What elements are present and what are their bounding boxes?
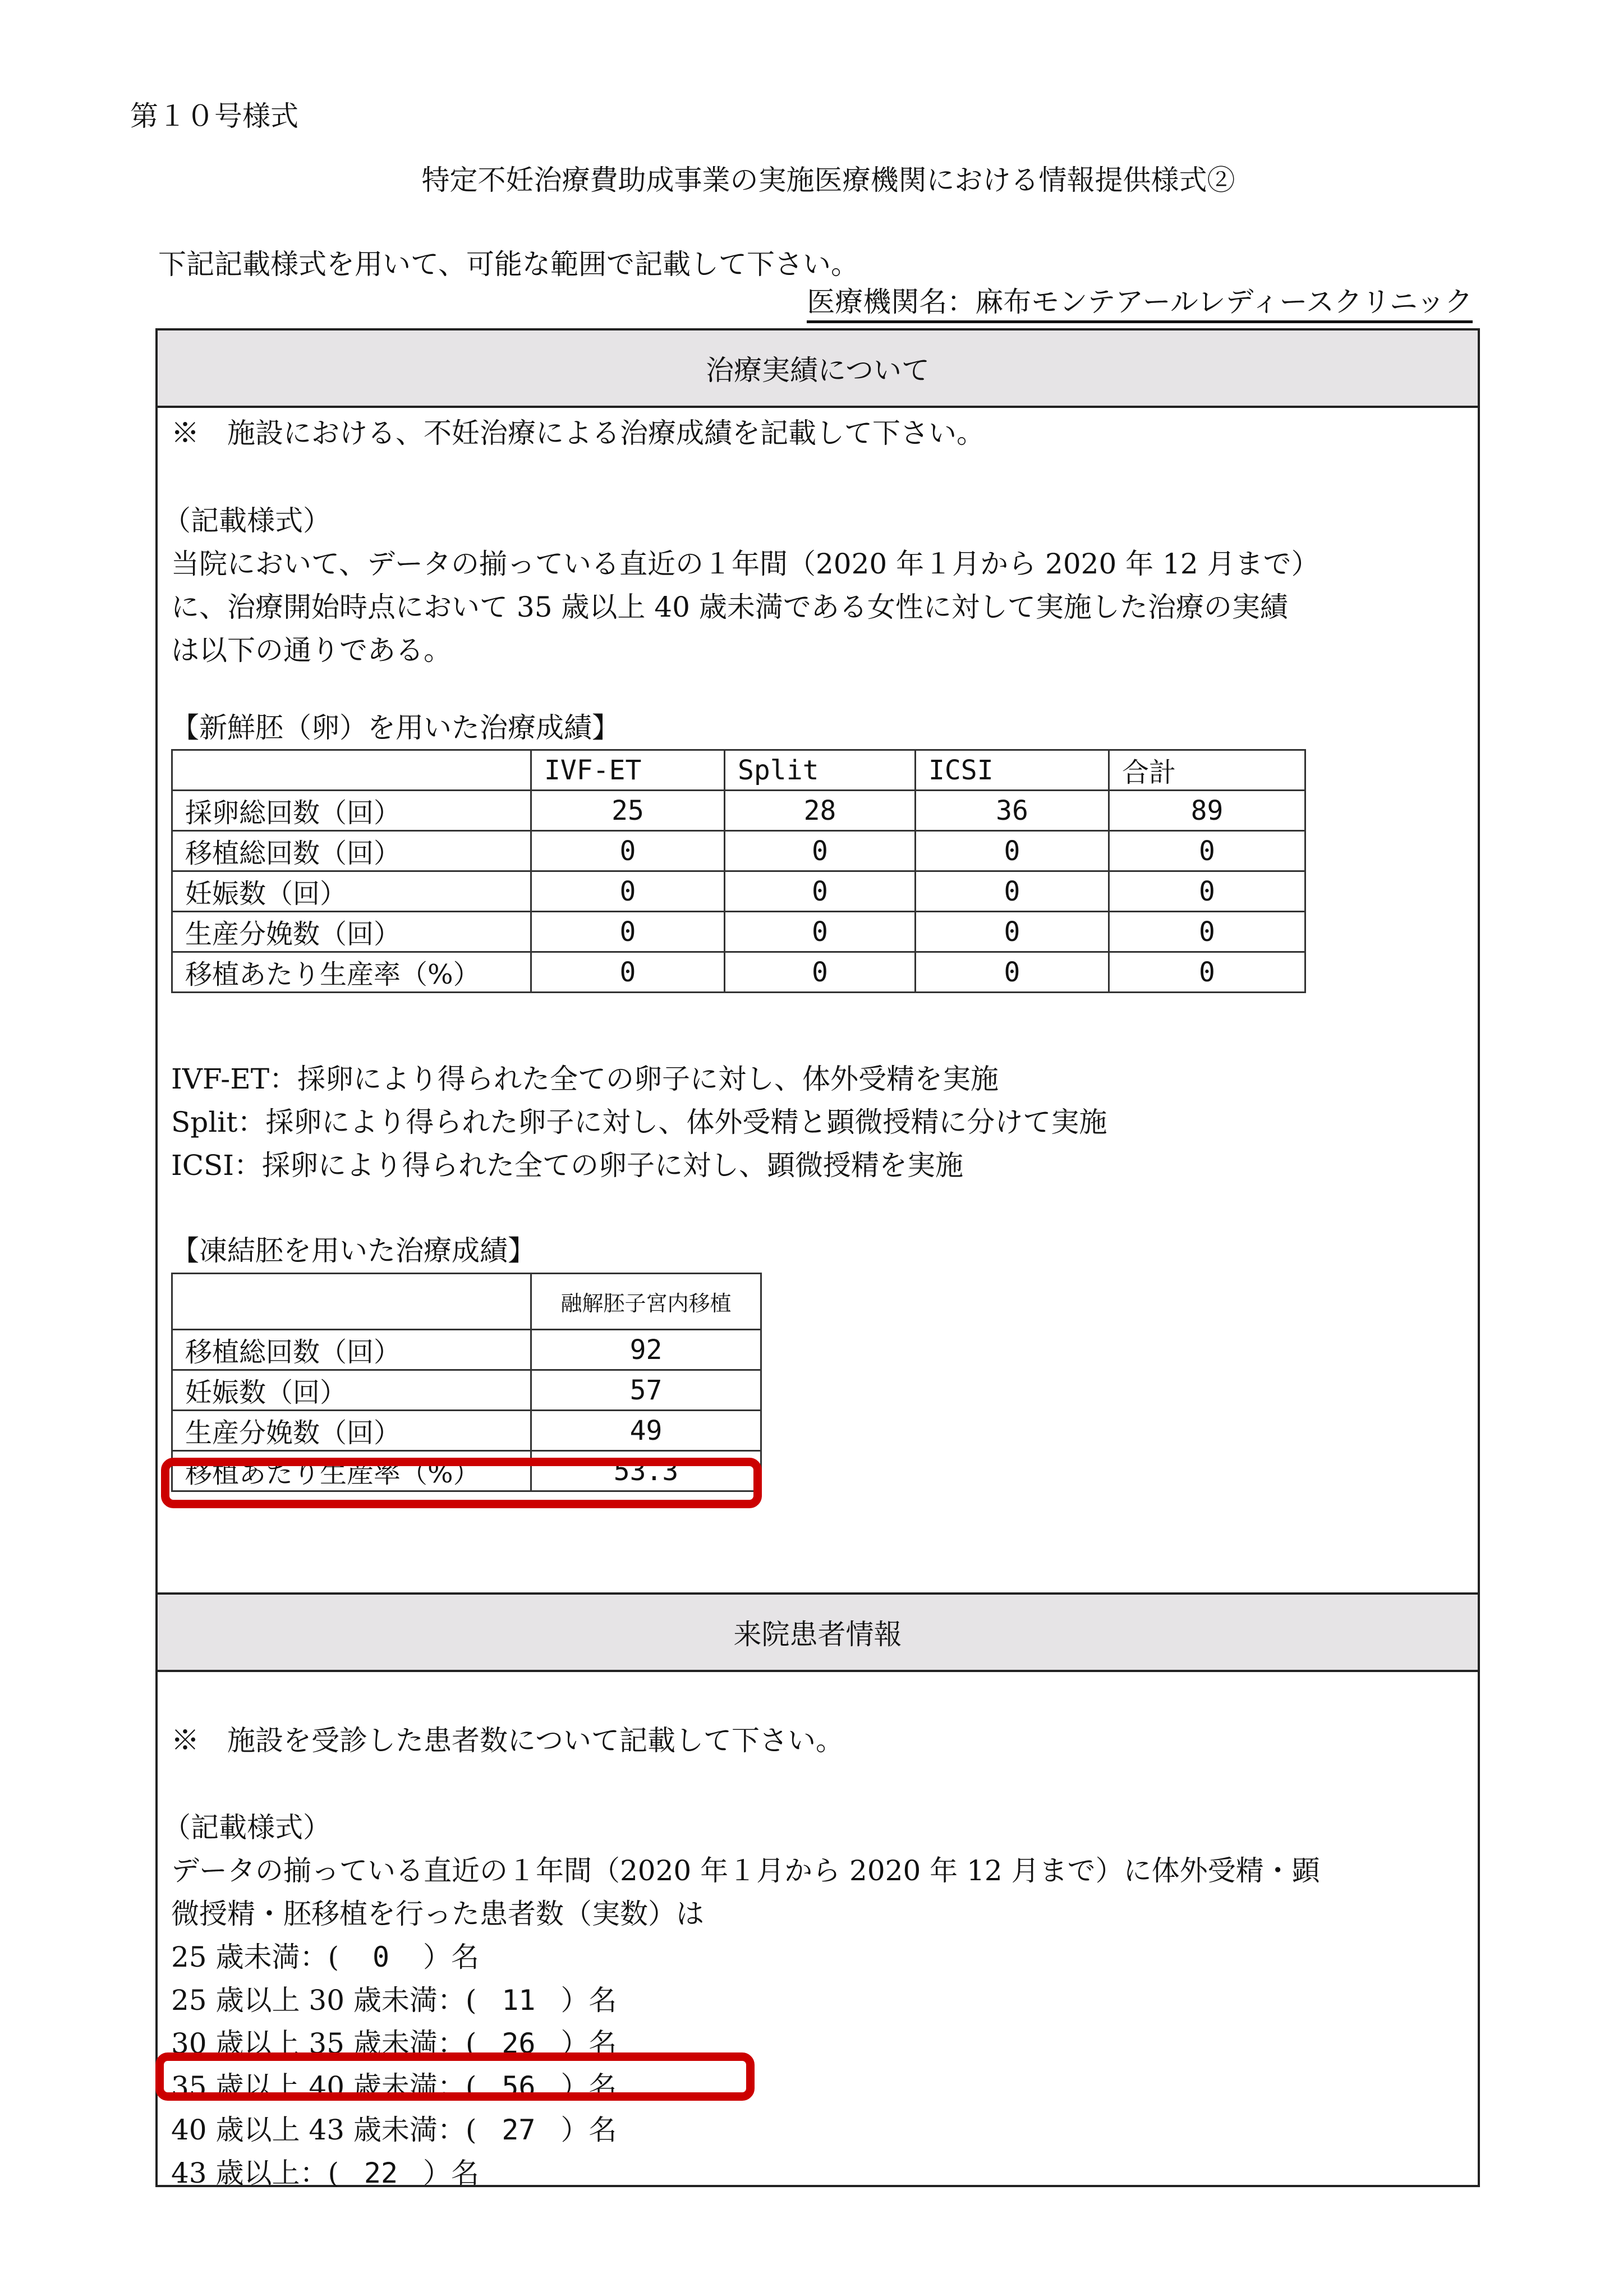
table-cell: 53.3 [531, 1451, 761, 1491]
age-group-count: 26 [502, 2027, 536, 2060]
age-group-row [171, 1978, 617, 2022]
table-header-cell: IVF-ET [531, 750, 725, 791]
age-group-count: 56 [502, 2070, 536, 2103]
section2-format-label: （記載様式） [163, 1811, 331, 1844]
age-group-row [171, 2151, 479, 2195]
section1-description-line-2: に、治療開始時点において 35 歳以上 40 歳未満である女性に対して実施した治療の実績 [171, 591, 1288, 623]
table-cell: 57 [531, 1370, 761, 1411]
age-group-label: 25 歳以上 30 歳未満：( [171, 1984, 477, 2017]
row-label: 生産分娩数（回） [172, 1411, 531, 1451]
age-group-suffix: ）名 [560, 2070, 617, 2103]
table-row [172, 1411, 761, 1451]
age-group-row [171, 2022, 617, 2065]
section-heading: 治療実績について [706, 354, 930, 387]
table-header-cell [172, 750, 531, 791]
table-header-cell: 合計 [1109, 750, 1305, 791]
table-row [172, 912, 1305, 952]
age-group-suffix: ）名 [423, 2157, 480, 2189]
table-cell: 0 [531, 831, 725, 871]
table-cell: 0 [1109, 912, 1305, 952]
table-header-cell: Split [725, 750, 916, 791]
table-row [172, 952, 1305, 993]
age-group-row [171, 2065, 617, 2109]
table-header-cell [172, 1274, 531, 1330]
frozen-table-caption: 【凍結胚を用いた治療成績】 [171, 1234, 536, 1267]
age-group-label: 30 歳以上 35 歳未満：( [171, 2027, 477, 2060]
row-label: 生産分娩数（回） [172, 912, 531, 952]
section1-note: ※ 施設における、不妊治療による治療成績を記載して下さい。 [171, 417, 985, 449]
age-group-count: 22 [364, 2157, 398, 2189]
row-label: 移植あたり生産率（%） [172, 952, 531, 993]
section1-format-label: （記載様式） [163, 504, 331, 537]
table-cell: 25 [531, 791, 725, 831]
table-row [172, 1370, 761, 1411]
frozen-embryo-results-table [171, 1273, 762, 1492]
table-cell: 28 [725, 791, 916, 831]
table-cell: 0 [916, 952, 1109, 993]
table-header-cell: 融解胚子宮内移植 [531, 1274, 761, 1330]
table-cell: 0 [725, 952, 916, 993]
table-cell: 89 [1109, 791, 1305, 831]
document-title: 特定不妊治療費助成事業の実施医療機関における情報提供様式② [421, 164, 1235, 196]
table-cell: 92 [531, 1330, 761, 1370]
row-label: 移植総回数（回） [172, 831, 531, 871]
clinic-name: 医療機関名：麻布モンテアールレディースクリニック [807, 283, 1473, 323]
section-heading: 来院患者情報 [733, 1618, 902, 1651]
row-label: 移植総回数（回） [172, 1330, 531, 1370]
row-label: 移植あたり生産率（%） [172, 1451, 531, 1491]
section-header-treatment-results [155, 328, 1480, 408]
age-group-count: 0 [372, 1941, 390, 1973]
table-cell: 0 [1109, 831, 1305, 871]
age-group-row [171, 1935, 479, 1979]
age-group-suffix: ）名 [560, 2027, 617, 2060]
age-group-row [171, 2108, 617, 2152]
table-cell: 0 [725, 871, 916, 912]
intro-text: 下記記載様式を用いて、可能な範囲で記載して下さい。 [158, 248, 859, 281]
table-row [172, 791, 1305, 831]
age-group-suffix: ）名 [560, 1984, 617, 2017]
table-cell: 0 [1109, 952, 1305, 993]
row-label: 妊娠数（回） [172, 871, 531, 912]
definition-ivf-et: IVF-ET：採卵により得られた全ての卵子に対し、体外受精を実施 [171, 1063, 999, 1095]
table-cell: 36 [916, 791, 1109, 831]
table-cell: 0 [531, 912, 725, 952]
table-header-cell: ICSI [916, 750, 1109, 791]
section2-description-line-2: 微授精・胚移植を行った患者数（実数）は [171, 1898, 704, 1930]
table-cell: 0 [531, 952, 725, 993]
table-cell: 0 [916, 912, 1109, 952]
table-row [172, 831, 1305, 871]
age-group-label: 35 歳以上 40 歳未満：( [171, 2070, 477, 2103]
table-cell: 0 [725, 912, 916, 952]
age-group-label: 25 歳未満：( [171, 1941, 339, 1973]
fresh-table-caption: 【新鮮胚（卵）を用いた治療成績】 [171, 711, 620, 744]
fresh-embryo-results-table [171, 749, 1306, 993]
age-group-label: 43 歳以上：( [171, 2157, 339, 2189]
table-header-row [172, 1274, 761, 1330]
table-row [172, 1451, 761, 1491]
table-cell: 0 [1109, 871, 1305, 912]
table-cell: 49 [531, 1411, 761, 1451]
definition-icsi: ICSI：採卵により得られた全ての卵子に対し、顕微授精を実施 [171, 1149, 964, 1182]
table-row [172, 871, 1305, 912]
section1-description-line-1: 当院において、データの揃っている直近の１年間（2020 年１月から 2020 年 12 月まで） [171, 548, 1319, 580]
form-number: 第１０号様式 [130, 100, 298, 132]
row-label: 妊娠数（回） [172, 1370, 531, 1411]
table-cell: 0 [916, 831, 1109, 871]
section2-description-line-1: データの揃っている直近の１年間（2020 年１月から 2020 年 12 月まで）に体外受精・顕 [171, 1854, 1320, 1887]
section1-description-line-3: は以下の通りである。 [171, 634, 452, 667]
definition-split: Split：採卵により得られた卵子に対し、体外受精と顕微授精に分けて実施 [171, 1106, 1107, 1138]
table-cell: 0 [916, 871, 1109, 912]
table-header-row [172, 750, 1305, 791]
age-group-suffix: ）名 [423, 1941, 480, 1973]
age-group-label: 40 歳以上 43 歳未満：( [171, 2114, 477, 2146]
age-group-suffix: ）名 [560, 2114, 617, 2146]
section-header-patient-info [155, 1592, 1480, 1672]
table-row [172, 1330, 761, 1370]
table-cell: 0 [725, 831, 916, 871]
table-cell: 0 [531, 871, 725, 912]
row-label: 採卵総回数（回） [172, 791, 531, 831]
section2-note: ※ 施設を受診した患者数について記載して下さい。 [171, 1724, 844, 1757]
age-group-count: 11 [502, 1984, 536, 2017]
age-group-count: 27 [502, 2114, 536, 2146]
